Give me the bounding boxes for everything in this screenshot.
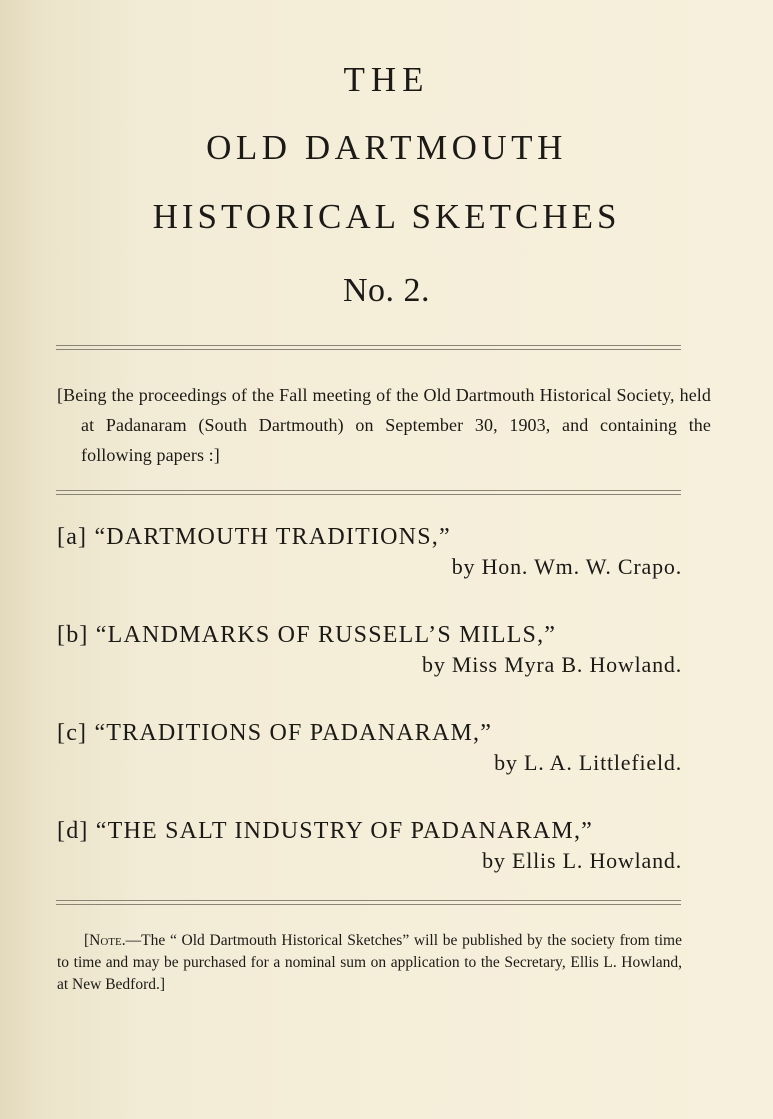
paper-author: by Hon. Wm. W. Crapo. [451, 554, 682, 579]
paper-entry-c [57, 718, 682, 778]
paper-title-text: “THE SALT INDUSTRY OF PADANARAM,” [95, 818, 594, 844]
intro-paragraph: [Being the proceedings of the Fall meeting of the Old Dartmouth Historical Society, held at Padanaram (South Dartmouth) on September 30, 1903, and containing the following papers :] [57, 385, 711, 465]
paper-title [57, 522, 682, 552]
paper-entry-b [57, 620, 682, 680]
paper-label: [d] [57, 818, 89, 844]
note-text: —The “ Old Dartmouth Historical Sketches” will be published by the society from time to time and may be purchased for a nominal sum on application to the Secretary, Ellis L. Howland, at New Bedford.] [57, 932, 682, 993]
paper-title [57, 816, 682, 846]
paper-title [57, 620, 682, 650]
double-rule-divider [56, 345, 681, 350]
title-line-the: THE [343, 60, 430, 99]
paper-author: by Ellis L. Howland. [482, 848, 682, 873]
paper-author: by Miss Myra B. Howland. [422, 652, 682, 677]
paper-title-text: “TRADITIONS OF PADANARAM,” [94, 720, 493, 746]
note-lead: [Note. [84, 932, 126, 949]
paper-author: by L. A. Littlefield. [494, 750, 682, 775]
paper-entry-a [57, 522, 682, 582]
paper-label: [c] [57, 720, 88, 746]
publication-note [57, 930, 682, 996]
title-line-historical-sketches: HISTORICAL SKETCHES [152, 197, 621, 236]
paper-title-text: “DARTMOUTH TRADITIONS,” [94, 524, 451, 550]
paper-label: [a] [57, 524, 88, 550]
paper-title-text: “LANDMARKS OF RUSSELL’S MILLS,” [95, 622, 557, 648]
double-rule-divider [56, 490, 681, 495]
paper-title [57, 718, 682, 748]
title-line-old-dartmouth: OLD DARTMOUTH [206, 128, 567, 167]
paper-label: [b] [57, 622, 89, 648]
issue-number: No. 2. [342, 272, 431, 309]
paper-entry-d [57, 816, 682, 876]
double-rule-divider [56, 900, 681, 905]
